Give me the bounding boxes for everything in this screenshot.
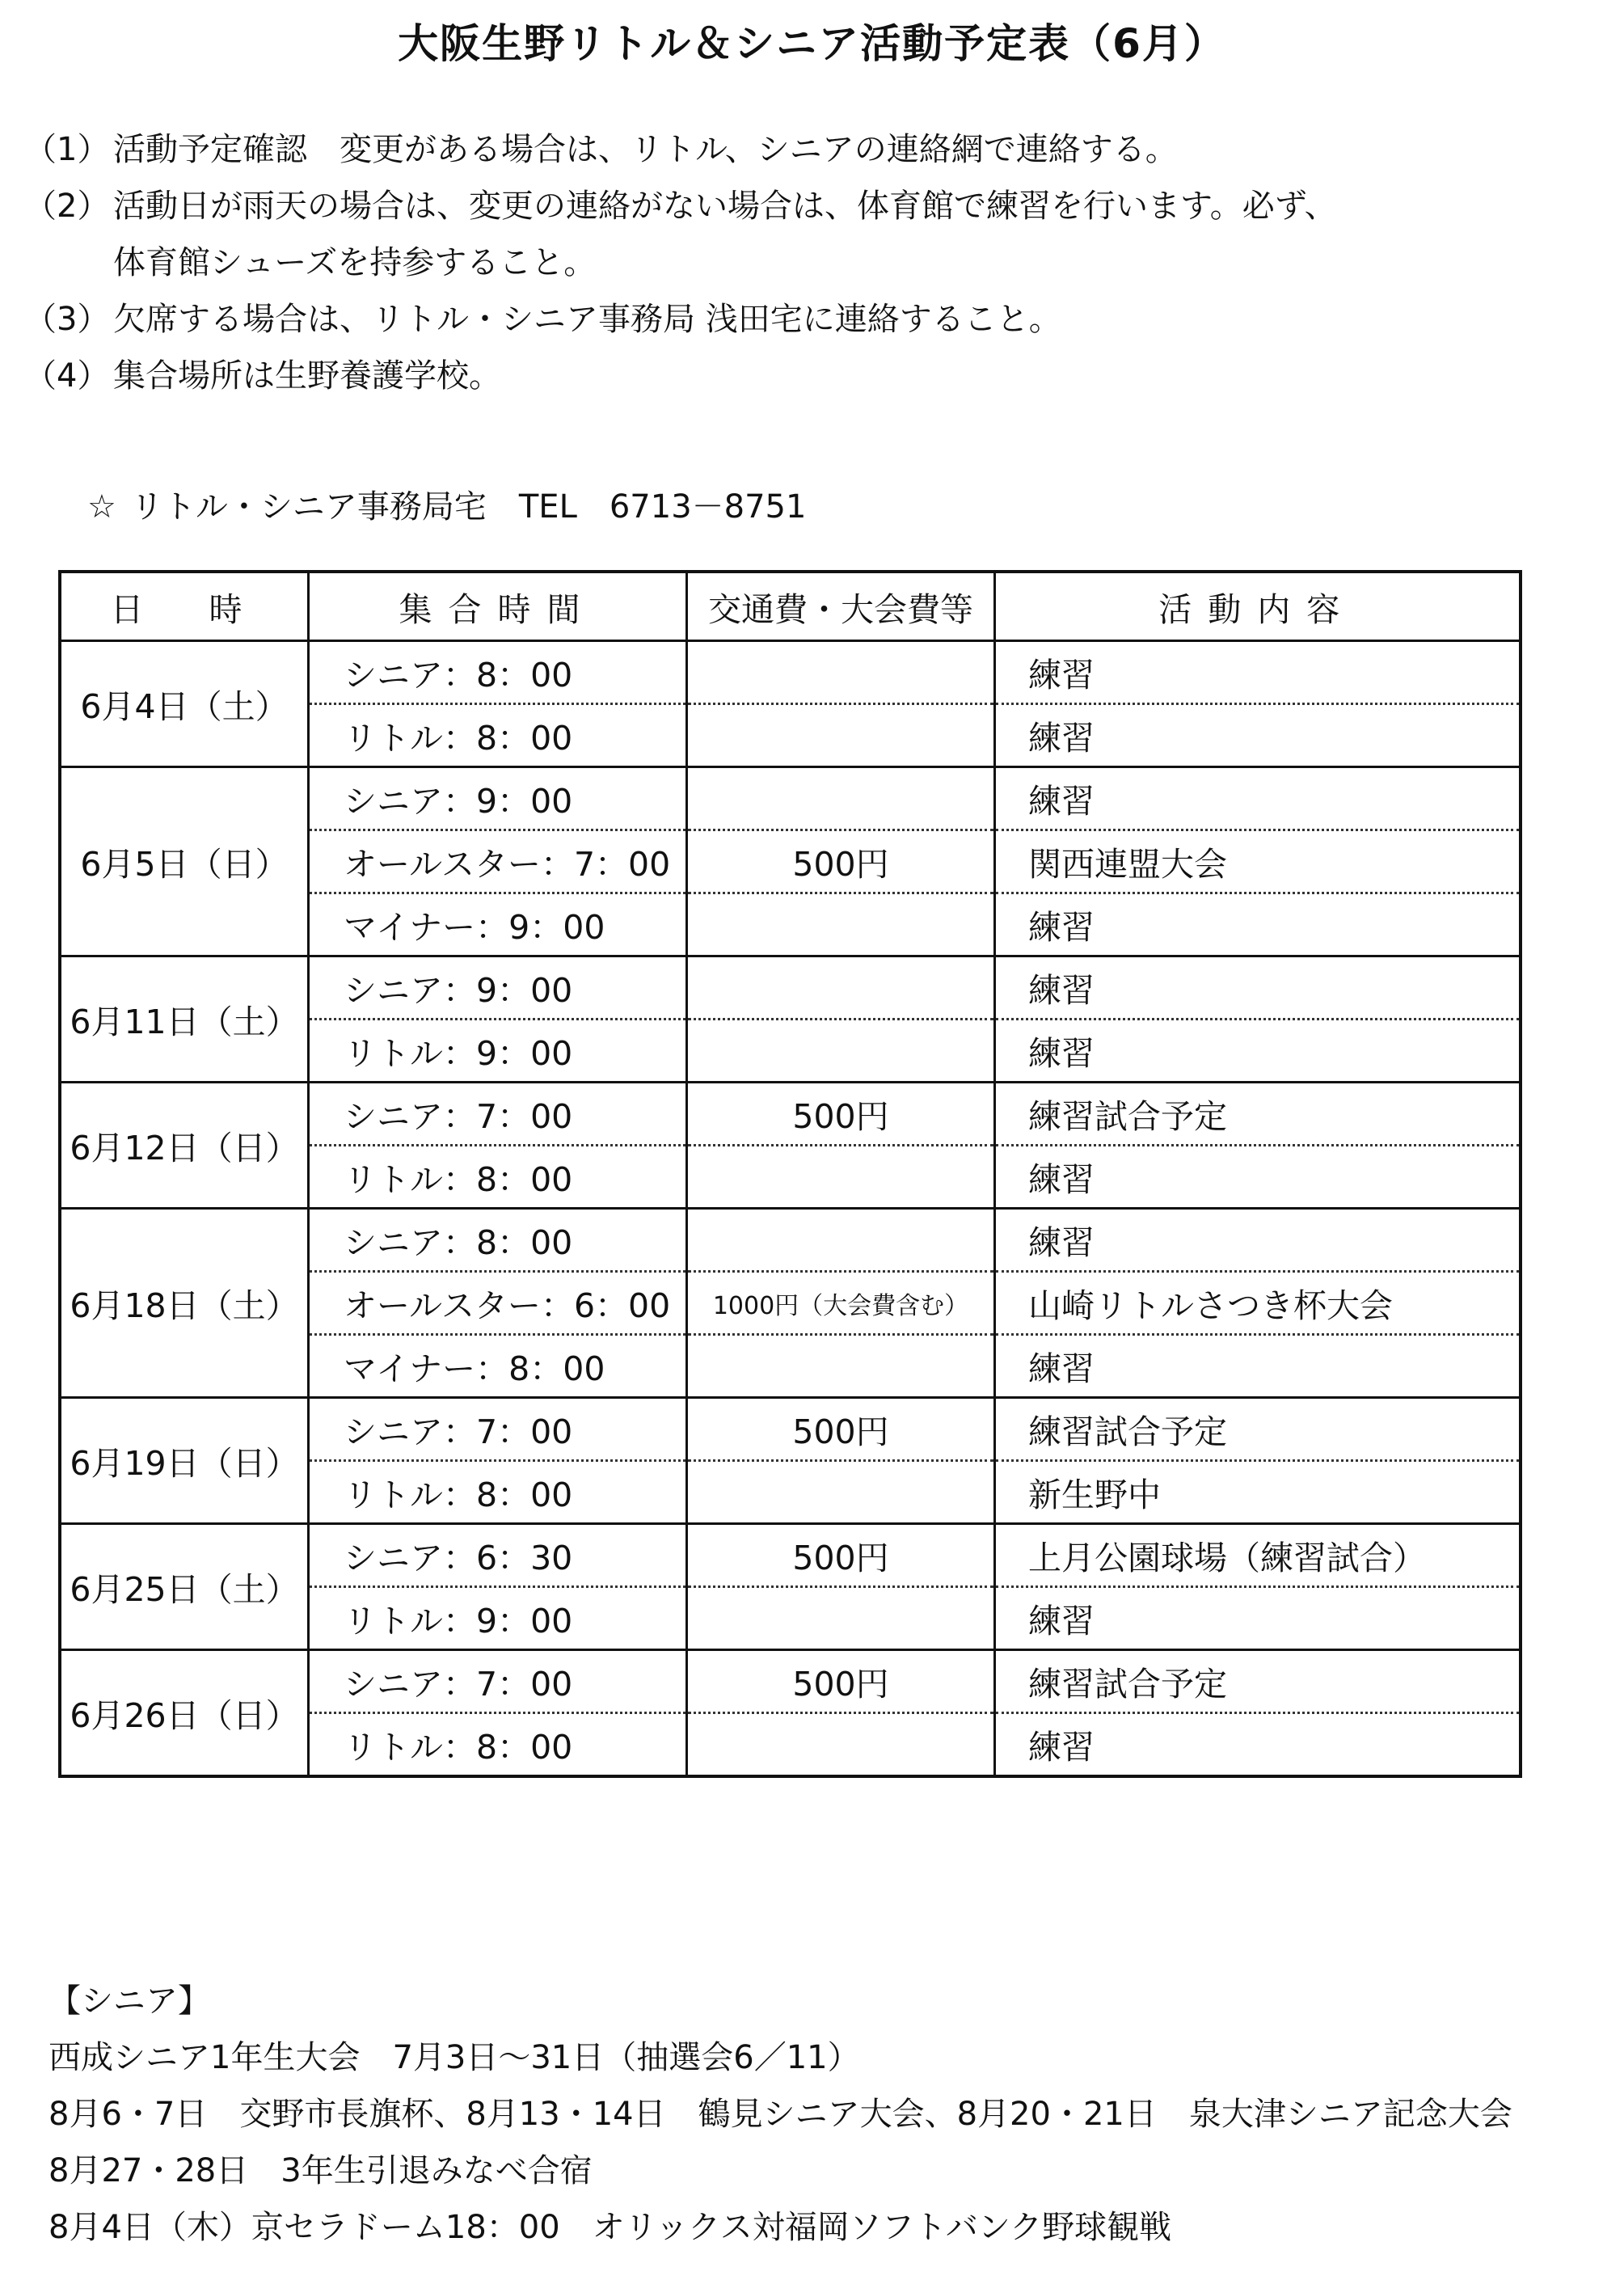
activity-cell: 練習試合予定: [995, 1083, 1521, 1146]
table-row: [60, 1209, 1521, 1272]
time-cell: リトル：9：00: [309, 1587, 687, 1650]
time-cell: リトル：8：00: [309, 704, 687, 767]
note-item: [24, 291, 1337, 348]
star-icon: ☆: [87, 488, 116, 526]
date-cell: 6月4日（土）: [60, 641, 309, 767]
activity-cell: 関西連盟大会: [995, 830, 1521, 893]
fee-cell: [687, 1461, 995, 1524]
header-activity: 活動内容: [995, 572, 1521, 641]
fee-cell: [687, 1020, 995, 1083]
note-number: （4）: [24, 357, 110, 395]
activity-cell: 練習: [995, 1587, 1521, 1650]
note-text: 欠席する場合は、リトル・シニア事務局 浅田宅に連絡すること。: [113, 301, 1061, 338]
activity-cell: 練習試合予定: [995, 1398, 1521, 1461]
table-row: [60, 1083, 1521, 1146]
office-contact: [87, 481, 806, 527]
date-cell: 6月12日（日）: [60, 1083, 309, 1209]
time-cell: シニア：6：30: [309, 1524, 687, 1587]
fee-cell: [687, 1209, 995, 1272]
time-cell: リトル：9：00: [309, 1020, 687, 1083]
senior-heading: 【シニア】: [49, 1982, 210, 2020]
time-cell: オールスター：6：00: [309, 1272, 687, 1335]
fee-cell: [687, 1587, 995, 1650]
table-row: [60, 1524, 1521, 1587]
date-cell: 6月26日（日）: [60, 1650, 309, 1777]
page-title: 大阪生野リトル＆シニア活動予定表（6月）: [398, 20, 1226, 67]
activity-cell: 練習: [995, 704, 1521, 767]
activity-cell: 練習: [995, 1146, 1521, 1209]
table-row: [60, 1398, 1521, 1461]
time-cell: シニア：8：00: [309, 1209, 687, 1272]
fee-cell: 500円: [687, 830, 995, 893]
time-cell: マイナー：8：00: [309, 1335, 687, 1398]
activity-cell: 山崎リトルさつき杯大会: [995, 1272, 1521, 1335]
table-row: [60, 767, 1521, 830]
fee-cell: [687, 893, 995, 956]
note-text: 体育館シューズを持参すること。: [113, 244, 597, 281]
date-cell: 6月18日（土）: [60, 1209, 309, 1398]
fee-cell: 500円: [687, 1398, 995, 1461]
note-number: （2）: [24, 188, 110, 225]
activity-cell: 練習: [995, 1209, 1521, 1272]
time-cell: リトル：8：00: [309, 1713, 687, 1777]
note-number: （1）: [24, 131, 110, 168]
activity-cell: 練習: [995, 1713, 1521, 1777]
date-cell: 6月25日（土）: [60, 1524, 309, 1650]
note-item: [24, 234, 1337, 291]
table-row: [60, 956, 1521, 1020]
note-text: 活動予定確認 変更がある場合は、リトル、シニアの連絡網で連絡する。: [113, 131, 1178, 168]
senior-event-line: 8月27・28日 3年生引退みなべ合宿: [49, 2152, 593, 2189]
time-cell: マイナー：9：00: [309, 893, 687, 956]
fee-cell: [687, 767, 995, 830]
activity-cell: 練習: [995, 956, 1521, 1020]
activity-cell: 練習: [995, 1335, 1521, 1398]
senior-event-line: 西成シニア1年生大会 7月3日～31日（抽選会6／11）: [49, 2039, 860, 2076]
activity-cell: 練習: [995, 767, 1521, 830]
activity-cell: 練習: [995, 893, 1521, 956]
fee-cell: 500円: [687, 1650, 995, 1713]
note-text: 活動日が雨天の場合は、変更の連絡がない場合は、体育館で練習を行います。必ず、: [113, 188, 1337, 225]
time-cell: オールスター：7：00: [309, 830, 687, 893]
activity-cell: 練習試合予定: [995, 1650, 1521, 1713]
time-cell: シニア：8：00: [309, 641, 687, 704]
schedule-table: [58, 570, 1522, 1778]
fee-cell: [687, 1713, 995, 1777]
time-cell: シニア：9：00: [309, 767, 687, 830]
activity-cell: 練習: [995, 641, 1521, 704]
fee-cell: 500円: [687, 1083, 995, 1146]
fee-cell: [687, 956, 995, 1020]
senior-section: [49, 1973, 1512, 2256]
note-number: （3）: [24, 301, 110, 338]
time-cell: シニア：7：00: [309, 1650, 687, 1713]
note-text: 集合場所は生野養護学校。: [113, 357, 501, 395]
note-item: [24, 348, 1337, 404]
fee-cell: [687, 1335, 995, 1398]
note-item: [24, 178, 1337, 234]
note-item: [24, 121, 1337, 178]
time-cell: リトル：8：00: [309, 1146, 687, 1209]
fee-cell: 500円: [687, 1524, 995, 1587]
date-cell: 6月5日（日）: [60, 767, 309, 956]
time-cell: シニア：7：00: [309, 1083, 687, 1146]
date-cell: 6月19日（日）: [60, 1398, 309, 1524]
fee-cell: 1000円（大会費含む）: [687, 1272, 995, 1335]
table-row: [60, 641, 1521, 704]
time-cell: リトル：8：00: [309, 1461, 687, 1524]
activity-cell: 練習: [995, 1020, 1521, 1083]
header-time: 集合時間: [309, 572, 687, 641]
activity-cell: 新生野中: [995, 1461, 1521, 1524]
office-contact-text: リトル・シニア事務局宅 TEL 6713－8751: [130, 488, 807, 526]
notes-list: [24, 121, 1337, 404]
fee-cell: [687, 1146, 995, 1209]
table-row: [60, 1650, 1521, 1713]
schedule-body: [60, 641, 1521, 1777]
table-header-row: [60, 572, 1521, 641]
senior-event-line: 8月6・7日 交野市長旗杯、8月13・14日 鶴見シニア大会、8月20・21日 泉大津シニア記念大会: [49, 2096, 1512, 2133]
header-date: 日 時: [60, 572, 309, 641]
time-cell: シニア：7：00: [309, 1398, 687, 1461]
fee-cell: [687, 641, 995, 704]
senior-event-line: 8月4日（木）京セラドーム18：00 オリックス対福岡ソフトバンク野球観戦: [49, 2209, 1172, 2246]
header-fee: 交通費・大会費等: [687, 572, 995, 641]
time-cell: シニア：9：00: [309, 956, 687, 1020]
fee-cell: [687, 704, 995, 767]
date-cell: 6月11日（土）: [60, 956, 309, 1083]
activity-cell: 上月公園球場（練習試合）: [995, 1524, 1521, 1587]
